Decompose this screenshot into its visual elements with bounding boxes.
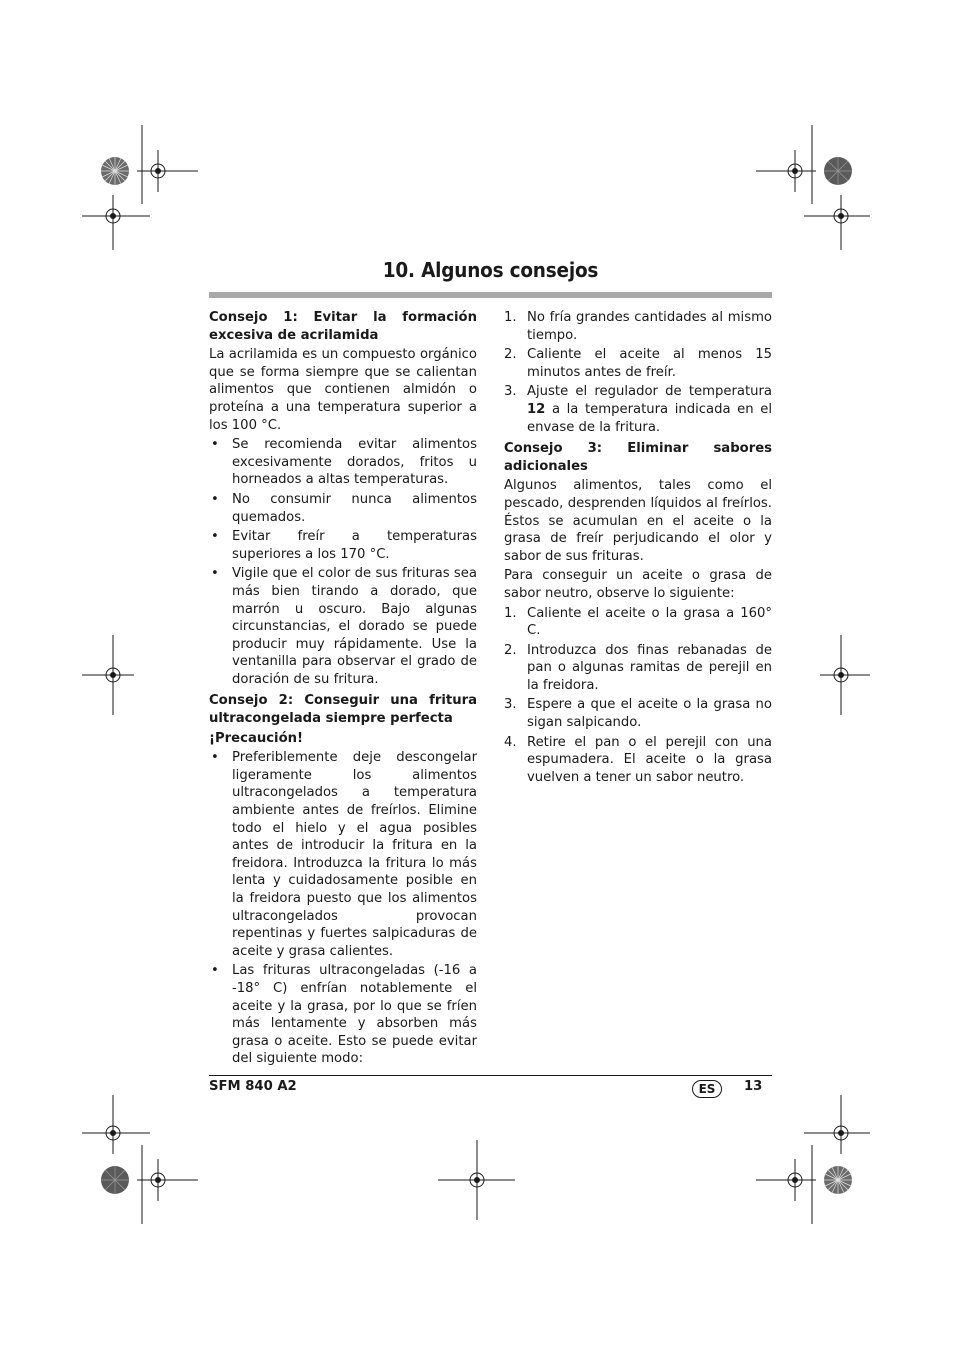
step-text: Espere a que el aceite o la grasa no sigan salpicando.	[527, 697, 772, 731]
list-item: • Las frituras ultracongeladas (-16 a -18° C) enfrían notablemente el aceite y la grasa, por lo que se fríen más lentamente y absorben más grasa o aceite. Esto se puede evitar del siguiente modo:	[209, 962, 477, 1068]
step-text: Retire el pan o el perejil con una espumadera. El aceite o la grasa vuelven a tener un sabor neutro.	[527, 734, 772, 785]
caution-label: ¡Precaución!	[209, 730, 304, 746]
language-badge: ES	[692, 1080, 722, 1098]
step-number: 2.	[504, 642, 517, 658]
tip3-heading: Consejo 3: Eliminar sabores adicionales	[504, 441, 772, 474]
tip3-intro: Algunos alimentos, tales como el pescado, desprenden líquidos al freírlos. Éstos se acumulan en el aceite o la grasa de freír perjudicando el olor y sabor de sus frituras.	[504, 478, 772, 564]
tip3-intro-2: Para conseguir un aceite o grasa de sabor neutro, observe lo siguiente:	[504, 568, 772, 601]
step-number: 3.	[504, 697, 517, 713]
step-number: 2.	[504, 347, 517, 363]
step-text: Caliente el aceite o la grasa a 160° C.	[527, 605, 772, 639]
step-text: Introduzca dos finas rebanadas de pan o algunas ramitas de perejil en la freidora.	[527, 642, 772, 693]
list-item: • Se recomienda evitar alimentos excesivamente dorados, fritos u horneados a altas temperaturas.	[209, 436, 477, 489]
list-item: • Evitar freír a temperaturas superiores a los 170 °C.	[209, 528, 477, 563]
step-number: 1.	[504, 310, 517, 325]
step-text: Caliente el aceite al menos 15 minutos antes de freír.	[527, 347, 772, 380]
tip1-intro: La acrilamida es un compuesto orgánico que se forma siempre que se calientan alimentos que contienen almidón o proteína a una temperatura superior a los 100 °C.	[209, 347, 477, 433]
step-number: 3.	[504, 384, 517, 400]
part-reference-number: 12	[527, 401, 546, 417]
list-item: • No consumir nunca alimentos quemados.	[209, 491, 477, 526]
tip2-heading: Consejo 2: Conseguir una fritura ultracongelada siempre perfecta	[209, 693, 477, 727]
tip1-heading: Consejo 1: Evitar la formación excesiva de acrilamida	[209, 310, 477, 343]
footer-model: SFM 840 A2	[209, 1079, 297, 1094]
page-title: 10. Algunos consejos	[382, 258, 599, 282]
list-item: • Preferiblemente deje descongelar ligeramente los alimentos ultracongelados a temperatura ambiente antes de freírlos. Elimine todo el hielo y el agua posibles antes de introducir la fritura en la freidora. Introduzca la fritura lo más lenta y cuidadosamente posible en la freidora puesto que los alimentos ultracongelados provocan repentinas y fuertes salpicaduras de aceite y grasa calientes.	[209, 749, 477, 960]
step-text-before: Ajuste el regulador de temperatura	[527, 384, 772, 400]
step-text: No fría grandes cantidades al mismo tiempo.	[527, 310, 772, 343]
list-item: • Vigile que el color de sus frituras sea más bien tirando a dorado, que marrón u oscuro. Bajo algunas circunstancias, el dorado se puede producir muy rápidamente. Use la ventanilla para observar el grado de doración de su fritura.	[209, 565, 477, 688]
step-number: 1.	[504, 605, 517, 621]
page-number: 13	[744, 1079, 763, 1094]
step-number: 4.	[504, 734, 517, 750]
step-text-after: a la temperatura indicada en el envase de la fritura.	[527, 401, 772, 435]
